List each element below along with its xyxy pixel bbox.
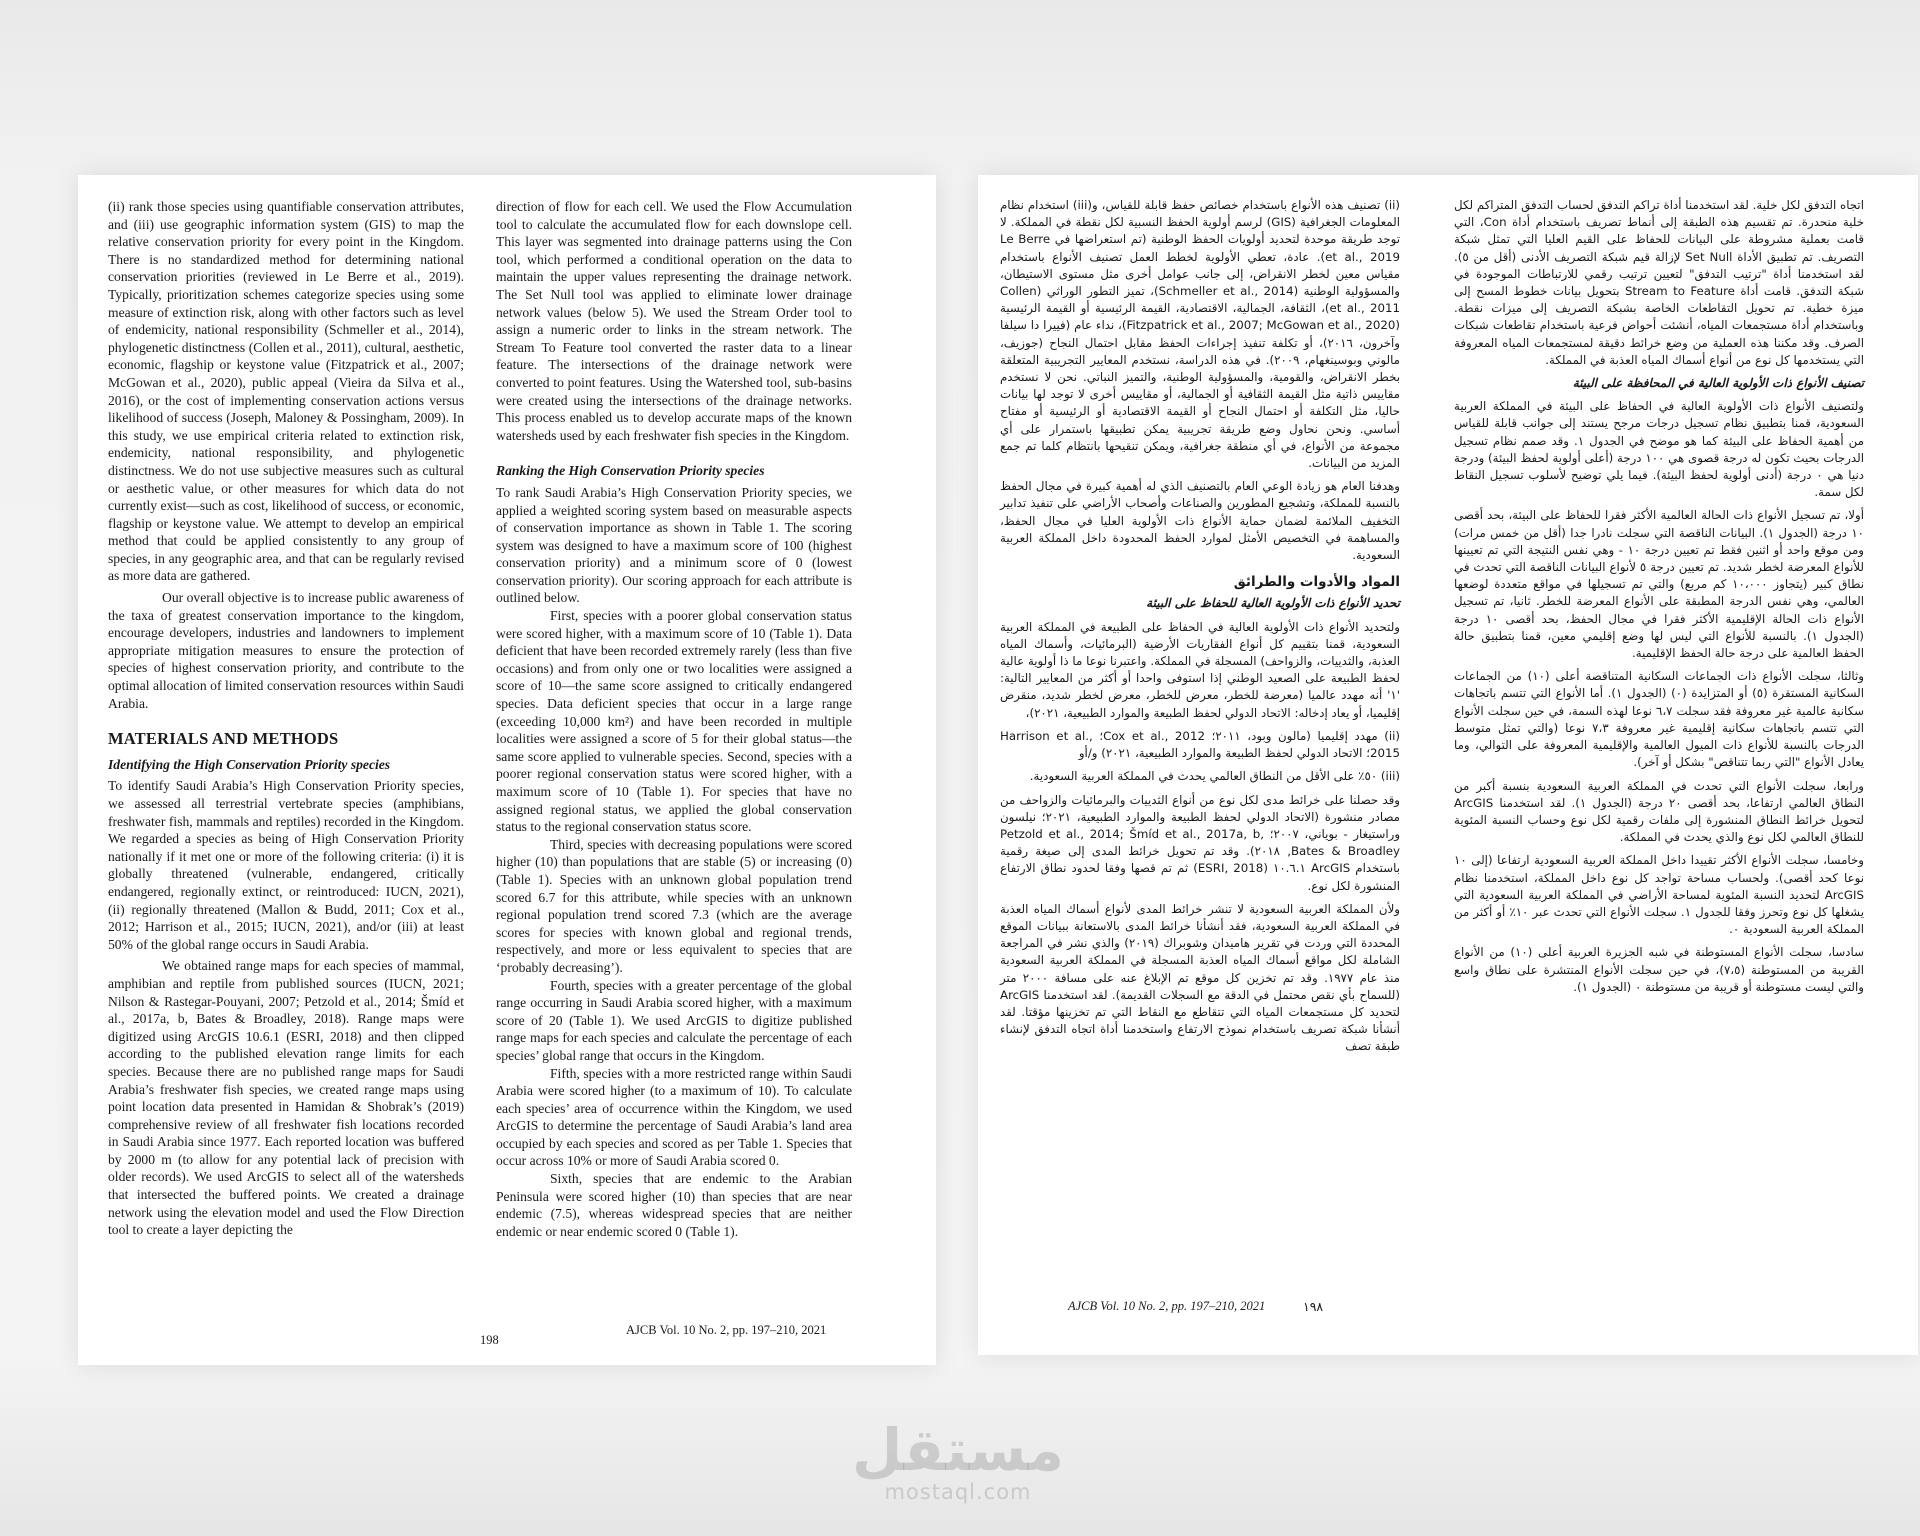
left-column-1: [108, 198, 464, 1239]
subsection-heading: Identifying the High Conservation Priority species: [108, 756, 391, 772]
body-paragraph: وثالثا، سجلت الأنواع ذات الجماعات السكانية المتناقصة أعلى (١٠) من الجماعات السكانية المستقرة (٥) أو المتزايدة (٠) (الجدول ١). أما الأنواع التي تتسم باتجاهات سكانية عالمية غير معروفة فقد سجلت ٦،٧ نوعا لهذه السمة، في حين سجلت الأنواع التي تتسم باتجاهات سكانية إقليمية غير معروفة ٧،٣ نوعا (والتي تمثل متوسط الدرجات بالنسبة للأنواع ذات الميول العالمية والإقليمية المعروفة على التوالي، وما يعادل الأنواع "التي ربما تتناقص" بشكل أو آخر).: [1454, 669, 1864, 770]
body-paragraph: (ii) rank those species using quantifiable conservation attributes, and (iii) use geographic information system (GIS) to map the relative conservation priority for every point in the Kingdom. There is no standardized method for determining national conservation priorities (reviewed in Le Berre et al., 2019). Typically, prioritization schemes categorize species using some measure of extinction risk, along with other factors such as level of endemicity, national responsibility (Schmeller et al., 2014), phylogenetic distinctness (Collen et al., 2011), cultural, aesthetic, economic, flagship or keystone value (Fitzpatrick et al., 2007; McGowan et al., 2020), public appeal (Vieira da Silva et al., 2016), or the cost of implementing conservation actions versus likelihood of success (Joseph, Maloney & Possingham, 2009). In this study, we use empirical criteria related to extinction risk, endemicity, national responsibility, and phylogenetic distinctness. We do not use subjective measures such as cultural or aesthetic value, or other measures for which data do not currently exist—such as cost, likelihood of success, or economic, flagship or keystone value. We attempt to develop an empirical method that could be applied consistently to any group of species, in any geographic area, and that can be regularly revised as more data are gathered.: [108, 199, 464, 584]
journal-reference: AJCB Vol. 10 No. 2, pp. 197–210, 2021: [626, 1323, 827, 1337]
right-column-2: [1454, 197, 1864, 1002]
body-paragraph: أولا، تم تسجيل الأنواع ذات الحالة العالمية الأكثر فقرا للحفاظ على البيئة، بحد أقصى ١٠ درجة (الجدول ١). البيانات الناقصة التي سجلت نادرا جدا (أقل من خمس مرات) ومن موقع واحد أو اثنين فقط تم تعيين درجة ١٠ - وهي نفس النتيجة التي تم تعيينها للأنواع المعرضة لخطر شديد. تم تعيين درجة ٥ لأنواع البيانات الناقصة التي تحدث في نطاق كبير (يتجاوز ١٠،٠٠٠ كم مربع) والتي تم تسجيلها في مواقع متعددة لوضعها العالمي، وهي نفس الدرجة المطبقة على الأنواع المعرضة للخطر. ثانيا، تم تسجيل الأنواع ذات الحالة الإقليمية الأكثر فقرا في مجال الحفظ، بحد أقصى ١٠ درجة (الجدول ١). بالنسبة للأنواع التي ليس لها وضع إقليمي معين، قمنا بتطبيق حالة الحفظ العالمية على درجة حالة الحفظ الإقليمية.: [1454, 508, 1864, 661]
page-number: 198: [480, 1333, 499, 1347]
right-page: [978, 175, 1918, 1355]
body-paragraph: (ii) مهدد إقليميا (مالون وبود، ٢٠١١؛ Cox et al., 2012؛ Harrison et al., 2015؛ الاتحاد الدولي لحفظ الطبيعة والموارد الطبيعية، ٢٠٢١) و/أو: [1000, 728, 1401, 761]
body-paragraph: To rank Saudi Arabia’s High Conservation Priority species, we applied a weighted scoring system based on measurable aspects of conservation importance as shown in Table 1. The scoring system was designed to have a maximum score of 100 (highest conservation priority) and a minimum score of 0 (lowest conservation priority). Our scoring approach for each attribute is outlined below.: [496, 484, 852, 606]
body-paragraph: (ii) تصنيف هذه الأنواع باستخدام خصائص حفظ قابلة للقياس، و(iii) استخدام نظام المعلومات الجغرافية (GIS) لرسم أولوية الحفظ النسبية لكل نقطة في المملكة. لا توجد طريقة موحدة لتحديد أولويات الحفظ الوطنية (تم استعراضها في Le Berre et al., 2019). عادة، تعطي الأولوية لخطط العمل تصنيف الأنواع باستخدام مقياس معين لخطر الانقراض، إلى جانب عوامل أخرى مثل مستوى الاستيطان، والمسؤولية الوطنية (Schmeller et al., 2014)، تميز التطور الوراثي (Collen et al., 2011)، الثقافة، الجمالية، الاقتصادية، القيمة الرئيسية أو القيمة الرئيسية (Fitzpatrick et al., 2007; McGowan et al., 2020)، نداء عام (فييرا دا سيلفا وآخرون، ٢٠١٦)، أو تكلفة تنفيذ إجراءات الحفظ مقابل احتمال النجاح (جوزيف، مالوني وبوسينغهام، ٢٠٠٩). في هذه الدراسة، نستخدم المعايير التجريبية المتعلقة بخطر الانقراض، والقومية، والمسؤولية الوطنية، والتميز النباتي. نحن لا نستخدم مقاييس ذاتية مثل القيمة الثقافية أو الجمالية، أو مقاييس أخرى لا توجد لها بيانات حاليا، مثل التكلفة أو احتمال النجاح أو القيمة الاقتصادية أو الرئيسية أو مفتاح أساسي. ونحن نحاول وضع طريقة تجريبية يمكن تطبيقها باستمرار على أي مجموعة من الأنواع، في أي منطقة جغرافية، ويمكن تنقيحها بانتظام كلما تم جمع المزيد من البيانات.: [1000, 198, 1401, 471]
body-paragraph: Third, species with decreasing populations were scored higher (10) than populations that are stable (5) or increasing (0) (Table 1). Species with an unknown global population trend scored 6.7 for this attribute, while species with an unknown regional population trend scored 7.3 (which are the average scores for species with known global and regional trends, respectively, and more or less equivalent to species that are ‘probably decreasing’).: [496, 836, 852, 975]
body-paragraph: (iii) ٥٠٪ على الأقل من النطاق العالمي يحدث في المملكة العربية السعودية.: [1029, 769, 1400, 784]
right-column-1: [1000, 197, 1400, 1062]
body-paragraph: وقد حصلنا على خرائط مدى لكل نوع من أنواع الثدييات والبرمائيات والزواحف من مصادر منشورة (الاتحاد الدولي لحفظ الطبيعة والموارد الطبيعية، ٢٠٢١؛ نيلسون وراستيغار - بوياني، ٢٠٠٧؛ Petzold et al., 2014; Šmíd et al., 2017a, b, Bates & Broadley, ٢٠١٨). وقد تم تحويل خرائط المدى إلى صيغة رقمية باستخدام ArcGIS ١٠.٦.١ (ESRI, 2018) ثم تم قصها وفقا لحدود نطاق الارتفاع المنشورة لكل نوع.: [1000, 792, 1401, 893]
body-paragraph: وخامسا، سجلت الأنواع الأكثر تقييدا داخل المملكة العربية السعودية ارتفاعا (إلى ١٠ نوعا كحد أقصى). ولحساب مساحة تواجد كل نوع داخل المملكة، استخدمنا نظام ArcGIS لتحديد النسبة المئوية لمساحة الأراضي في المملكة العربية السعودية التي يشغلها كل نوع وتحرز وفقا للجدول ١. سجلت الأنواع التي تحدث عبر ١٠٪ أو أكثر من المملكة العربية السعودية ٠.: [1454, 853, 1864, 937]
body-paragraph: ولتصنيف الأنواع ذات الأولوية العالية في الحفاظ على البيئة في المملكة العربية السعودية، قمنا بتطبيق نظام تسجيل درجات مرجح يستند إلى جوانب قابلة للقياس من أهمية الحفاظ على البيئة كما هو موضح في الجدول ١. وقد صمم نظام تسجيل الدرجات بحيث تكون له درجة قصوى هي ١٠٠ درجة (أعلى أولوية لحفظ البيئة) ودرجة دنيا هي ٠ درجة (أدنى أولوية لحفظ البيئة). فيما يلي توضيح لأسلوب تسجيل النقاط لكل سمة.: [1454, 399, 1864, 500]
body-paragraph: ولأن المملكة العربية السعودية لا تنشر خرائط المدى لأنواع أسماك المياه العذبة في المملكة العربية السعودية، فقد أنشأنا خرائط المدى بالاستعانة ببيانات الموقع المحددة التي وردت في تقرير هاميدان وشوبراك (٢٠١٩) والذي نشر في المراجعة الشاملة لكل مواقع أسماك المياه العذبة المسجلة في المملكة العربية السعودية منذ عام ١٩٧٧. وقد تم تخزين كل موقع تم الإبلاغ عنه على مسافة ٢٠٠٠ متر (للسماح بأي نقص محتمل في الدقة مع السجلات القديمة). لقد استخدمنا ArcGIS لتحديد كل مستجمعات المياه التي تتقاطع مع النقاط التي تم تخزينها مؤقتا. لقد أنشأنا شبكة تصريف باستخدام نموذج الارتفاع واستخدمنا أداة اتجاه التدفق لإنشاء طبقة تصف: [1000, 901, 1400, 1054]
body-paragraph: ولتحديد الأنواع ذات الأولوية العالية في الحفاظ على الطبيعة في المملكة العربية السعودية، قمنا بتقييم كل أنواع الفقاريات الأرضية (البرمائيات، وأسماك المياه العذبة، والثدييات، والزواحف) المسجلة في المملكة. واعتبرنا نوعا ما ذا أولوية عالية لحفظ الطبيعة على الصعيد الوطني إذا استوفى واحدا أو أكثر من المعايير التالية: '١' أنه مهدد عالميا (معرضة للخطر، معرض للخطر، معرض لخطر شديد، منقرض إقليميا، أو يعاد إدخاله: الاتحاد الدولي لحفظ الطبيعة والموارد الطبيعية، ٢٠٢١)،: [1000, 619, 1400, 720]
subsection-heading: Ranking the High Conservation Priority species: [496, 463, 765, 479]
section-heading: المواد والأدوات والطرائق: [1233, 574, 1400, 591]
watermark-logo: [848, 1416, 1068, 1504]
body-paragraph: ورابعا، سجلت الأنواع التي تحدث في المملكة العربية السعودية بنسبة أكبر من النطاق العالمي ارتفاعا، بحد أقصى ٢٠ درجة (الجدول ١). لقد استخدمنا ArcGIS لتحويل خرائط النطاق المنشورة إلى ملفات رقمية لكل نوع وحساب النسبة المئوية للنطاق العالمي لكل نوع والذي يحدث في المملكة.: [1454, 778, 1865, 845]
body-paragraph: Fourth, species with a greater percentage of the global range occurring in Saudi Arabia scored higher, with a maximum score of 20 (Table 1). We used ArcGIS to digitize published range maps for each species and calculate the percentage of each species’ global range that occurs in the Kingdom.: [496, 977, 852, 1063]
body-paragraph: سادسا، سجلت الأنواع المستوطنة في شبه الجزيرة العربية أعلى (١٠) من الأنواع القريبة من المستوطنة (٧،٥)، في حين سجلت الأنواع المنتشرة على نطاق واسع والتي ليست مستوطنة أو قريبة من مستوطنة ٠ (الجدول ١).: [1454, 945, 1864, 994]
page-number: ١٩٨: [1303, 1300, 1324, 1314]
body-paragraph: First, species with a poorer global conservation status were scored higher, with a maximum score of 10 (Table 1). Data deficient that have been recorded extremely rarely (less than five occasions) and from only one or two localities were assigned a score of 10—the same score assigned to critically endangered species. Data deficient species that occur in a large range (exceeding 10,000 km²) and have been recorded in multiple localities were assigned a score of 5 for their global status—the same score applied to vulnerable species. Second, species with a poorer regional conservation status were scored higher, with a maximum score of 10 (Table 1). For species that have no assigned regional status, we applied the global conservation status to the regional conservation status score.: [496, 608, 852, 835]
body-paragraph: وهدفنا العام هو زيادة الوعي العام بالتصنيف الذي له أهمية كبيرة في مجال الحفظ بالنسبة للمملكة، وتشجيع المطورين والصناعات وأصحاب الأراضي على تنفيذ تدابير التخفيف الملائمة لضمان حماية الأنواع ذات الأولوية العليا في مجال الحفظ، والمساهمة في التخصيص الأمثل لموارد الحفظ المحدودة داخل المملكة العربية السعودية.: [1000, 479, 1400, 563]
section-heading: MATERIALS AND METHODS: [108, 729, 339, 749]
body-paragraph: Sixth, species that are endemic to the Arabian Peninsula were scored higher (10) than species that are near endemic (7.5), whereas widespread species that are neither endemic or near endemic scored 0 (Table 1).: [496, 1171, 852, 1239]
body-paragraph: direction of flow for each cell. We used the Flow Accumulation tool to calculate the accumulated flow for each downslope cell. This layer was segmented into drainage patterns using the Con tool, which performed a conditional operation on the data to maintain the upper values representing the drainage network. The Set Null tool was applied to eliminate lower drainage network values (below 5). We used the Stream Order tool to assign a numeric order to links in the stream network. The Stream To Feature tool converted the raster data to a linear feature. The intersections of the drainage network were converted to point features. Using the Watershed tool, sub-basins were created using the intersections of the drainage networks. This process enabled us to develop accurate maps of the known watersheds used by each freshwater fish species in the Kingdom.: [496, 199, 852, 443]
subsection-heading: تحديد الأنواع ذات الأولوية العالية للحفاظ على البيئة: [1146, 596, 1400, 611]
body-paragraph: Fifth, species with a more restricted range within Saudi Arabia were scored higher (to a maximum of 10). To calculate each species’ area of occurrence within the Kingdom, we used ArcGIS to determine the percentage of Saudi Arabia’s land area occupied by each species and scored as per Table 1. Species that occur across 10% or more of Saudi Arabia scored 0.: [496, 1065, 852, 1169]
subsection-heading: تصنيف الأنواع ذات الأولوية العالية في المحافظة على البيئة: [1572, 376, 1864, 391]
watermark-site-text: mostaql.com: [884, 1480, 1032, 1504]
body-paragraph: اتجاه التدفق لكل خلية. لقد استخدمنا أداة تراكم التدفق لحساب التدفق المتراكم لكل خلية منحدرة. تم تقسيم هذه الطبقة إلى أنماط تصريف باستخدام أداة Con، التي قامت بعملية مشروطة على البيانات للحفاظ على القيم العليا التي تمثل شبكة التصريف. تم تطبيق الأداة Set Null لإزالة قيم شبكة التصريف الأدنى (أقل من ٥). لقد استخدمنا أداة "ترتيب التدفق" لتعيين ترتيب رقمي للارتباطات الموجودة في شبكة التدفق. قامت أداة Stream to Feature بتحويل بيانات خطوط المسح إلى ميزة خطية. تم تحويل التقاطعات الخاصة بشبكة التصريف إلى ميزات نقطة. وباستخدام أداة مستجمعات المياه، أنشئت أحواض فرعية باستخدام تقاطعات شبكات الصرف. وقد مكننا هذه العملية من وضع خرائط دقيقة لمستجمعات المياه المعروفة التي يستخدمها كل نوع من أنواع أسماك المياه العذبة في المملكة.: [1454, 198, 1864, 367]
journal-reference: AJCB Vol. 10 No. 2, pp. 197–210, 2021: [1068, 1299, 1266, 1313]
left-column-2: [496, 198, 852, 1240]
watermark-logo-text: مستقل: [851, 1416, 1065, 1484]
left-page: [78, 175, 936, 1365]
body-paragraph: Our overall objective is to increase public awareness of the taxa of greatest conservation importance to the kingdom, encourage developers, industries and landowners to implement appropriate mitigation measures to ensure the protection of species of highest conservation priority, and contribute to the optimal allocation of limited conservation resources within Saudi Arabia.: [108, 590, 464, 711]
body-paragraph: We obtained range maps for each species of mammal, amphibian and reptile from published sources (IUCN, 2021; Nilson & Rastegar-Pouyani, 2007; Petzold et al., 2014; Šmíd et al., 2017a, b, Bates & Broadley, 2018). Range maps were digitized using ArcGIS 10.6.1 (ESRI, 2018) and then clipped according to the published elevation range limits for each species. Because there are no published range maps for Saudi Arabia’s freshwater fish species, we created range maps using point location data presented in Hamidan & Shobrak’s (2019) comprehensive review of all freshwater fish locations recorded in Saudi Arabia since 1977. Each reported location was buffered by 2000 m (to allow for any potential lack of precision with older records). We used ArcGIS to select all of the watersheds that intersected the buffered points. We created a drainage network using the elevation model and used the Flow Direction tool to create a layer depicting the: [108, 958, 464, 1238]
body-paragraph: To identify Saudi Arabia’s High Conservation Priority species, we assessed all terrestrial vertebrate species (amphibians, freshwater fish, mammals and reptiles) recorded in the Kingdom. We regarded a species as being of High Conservation Priority nationally if it met one or more of the following criteria: (i) it is globally threatened (vulnerable, endangered, critically endangered, regionally extinct, or reintroduced: IUCN, 2021), (ii) regionally threatened (Mallon & Budd, 2011; Cox et al., 2012; Harrison et al., 2015; IUCN, 2021), and/or (iii) at least 50% of the global range occurs in Saudi Arabia.: [108, 778, 464, 952]
